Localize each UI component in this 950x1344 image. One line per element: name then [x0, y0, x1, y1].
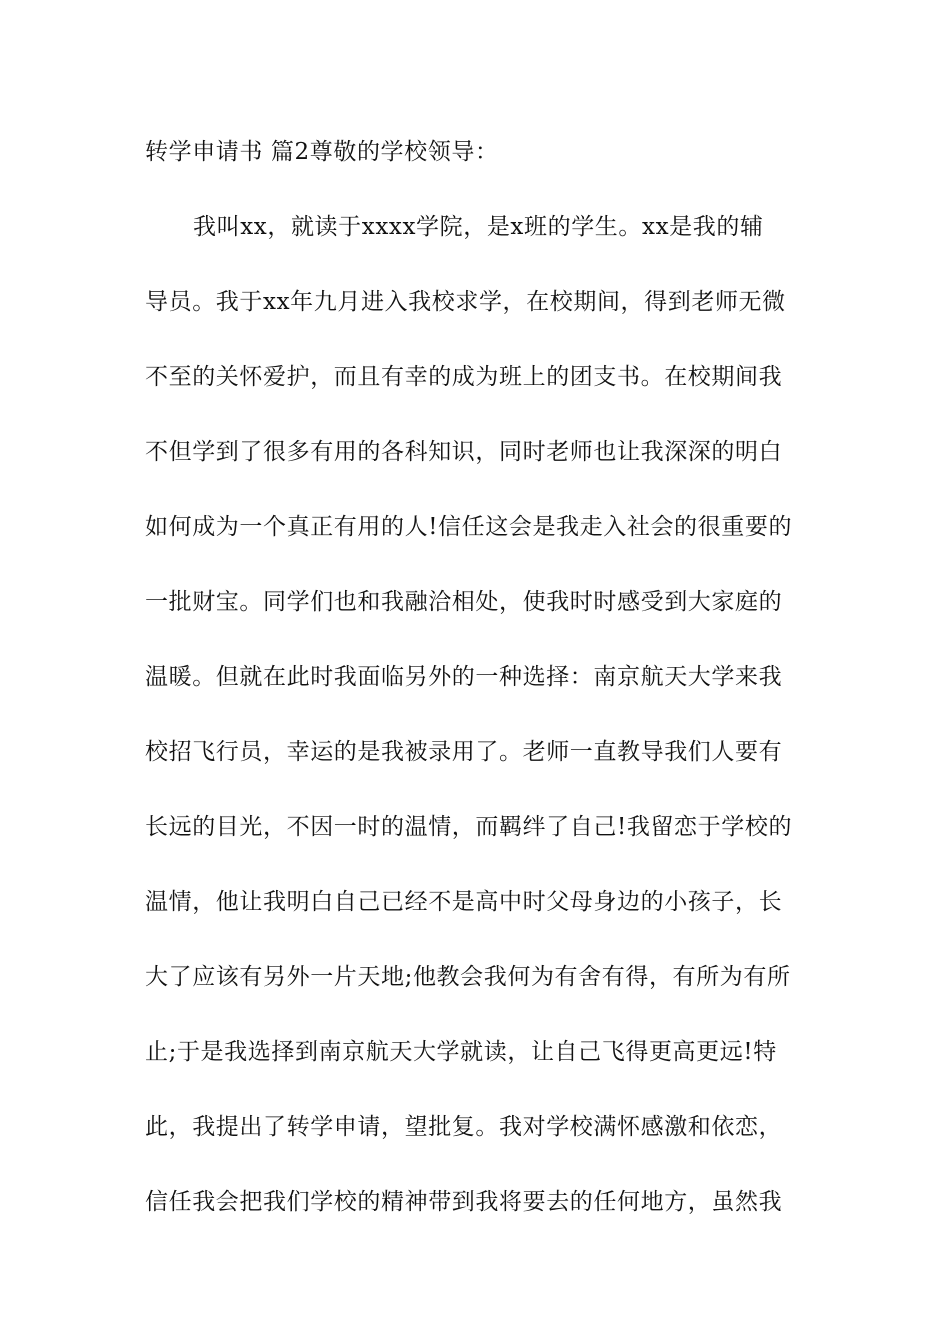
paragraph-line: 我叫xx，就读于xxxx学院，是x班的学生。xx是我的辅 [193, 214, 764, 240]
document-heading: 转学申请书 篇2尊敬的学校领导： [145, 139, 499, 165]
paragraph-line: 信任我会把我们学校的精神带到我将要去的任何地方，虽然我 [145, 1189, 783, 1215]
paragraph-line: 一批财宝。同学们也和我融洽相处，使我时时感受到大家庭的 [145, 589, 783, 615]
paragraph-line: 导员。我于xx年九月进入我校求学，在校期间，得到老师无微 [145, 289, 786, 315]
paragraph-line: 止;于是我选择到南京航天大学就读，让自己飞得更高更远!特 [145, 1039, 777, 1065]
paragraph-line: 不但学到了很多有用的各科知识，同时老师也让我深深的明白 [145, 439, 783, 465]
paragraph-line: 长远的目光，不因一时的温情，而羁绊了自己!我留恋于学校的 [145, 814, 793, 840]
paragraph-line: 校招飞行员，幸运的是我被录用了。老师一直教导我们人要有 [145, 739, 783, 765]
paragraph-line: 温情，他让我明白自己已经不是高中时父母身边的小孩子，长 [145, 889, 783, 915]
paragraph-line: 不至的关怀爱护，而且有幸的成为班上的团支书。在校期间我 [145, 364, 783, 390]
paragraph-line: 温暖。但就在此时我面临另外的一种选择：南京航天大学来我 [145, 664, 783, 690]
paragraph-line: 大了应该有另外一片天地;他教会我何为有舍有得，有所为有所 [145, 964, 791, 990]
paragraph-line: 如何成为一个真正有用的人!信任这会是我走入社会的很重要的 [145, 514, 793, 540]
paragraph-line: 此，我提出了转学申请，望批复。我对学校满怀感激和依恋， [145, 1114, 783, 1140]
